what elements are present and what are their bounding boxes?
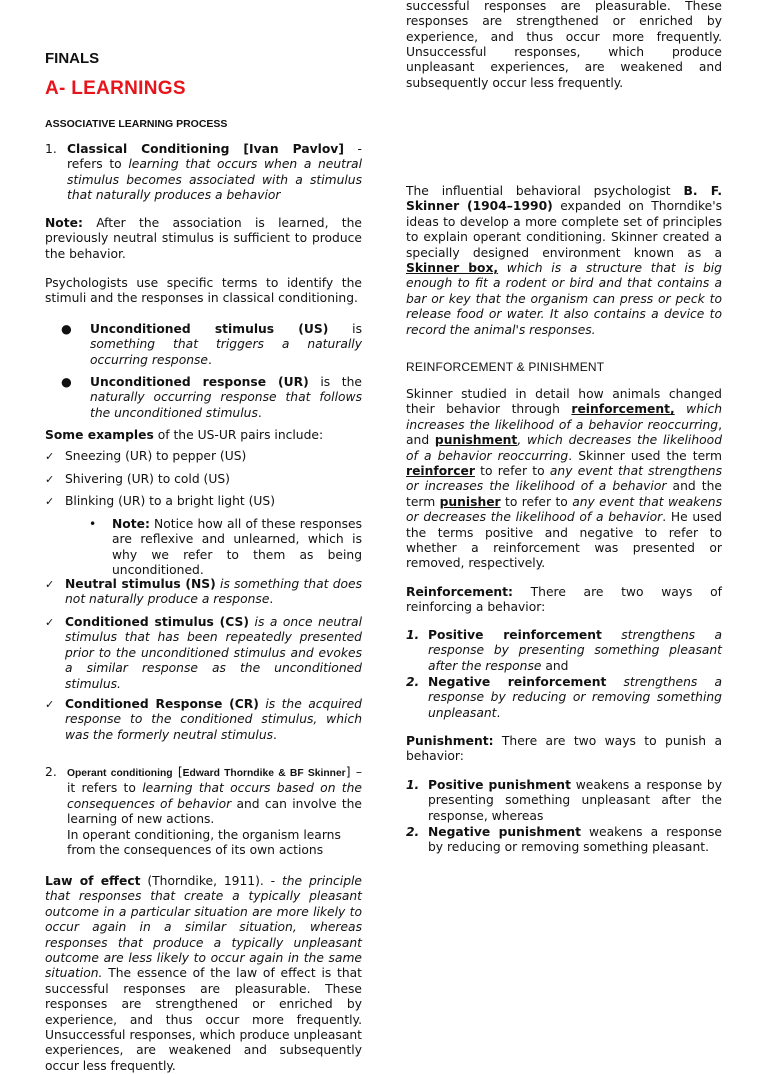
conditioned-stimulus-item: ✓ Conditioned stimulus (CS) is a once neutral stimulus that has been repeatedly presented prior to the unconditioned stimulus and evokes a similar response as the unconditioned stimulus. (45, 615, 362, 691)
classical-definition: learning that occurs when a neutral stimulus becomes associated with a stimulus that naturally produces a behavior (67, 157, 362, 203)
positive-punishment-item: 1. Positive punishment weakens a response by presenting something unpleasant after the response, whereas (406, 778, 722, 823)
checkmark-icon: ✓ (45, 578, 55, 591)
item-number: 1. (45, 142, 57, 156)
item-number: 2. (45, 765, 57, 779)
classical-title: Classical Conditioning [Ivan Pavlov] (67, 142, 344, 156)
checkmark-icon: ✓ (45, 450, 55, 463)
skinner-box-term: Skinner box, (406, 261, 499, 276)
classical-conditioning-item: 1. Classical Conditioning [Ivan Pavlov] - refers to learning that occurs when a neutral stimulus becomes associated with a stimulus that naturally produces a behavior (45, 142, 362, 203)
checkmark-icon: ✓ (45, 616, 55, 629)
checkmark-icon: ✓ (45, 495, 55, 508)
positive-reinforcement-item: 1. Positive reinforcement strengthens a response by presenting something pleasant after the response and (406, 628, 722, 673)
negative-punishment-item: 2. Negative punishment weakens a response by reducing or removing something pleasant. (406, 825, 722, 855)
law-of-effect-paragraph: Law of effect (Thorndike, 1911). - the principle that responses that create a typically pleasant outcome in a particular situation are more likely to occur again in a similar situation, whereas responses that produce a typically unpleasant outcome are less likely to occur again in the same situation. The essence of the law of effect is that successful responses are pleasurable. These responses are strengthened or enriched by experience, and thus occur more frequently. Unsuccessful responses, which produce unpleasant experiences, are weakened and subsequently occur less frequently. (45, 874, 362, 1073)
bullet-dot-icon: ● (61, 322, 72, 336)
law-of-effect-start (45, 874, 362, 1073)
operant-line2: In operant conditioning, the organism learns from the consequences of its own actions (67, 827, 341, 858)
conditioned-response-item: ✓ Conditioned Response (CR) is the acquired response to the conditioned stimulus, which was the formerly neutral stimulus. (45, 697, 362, 742)
bullet-ur: ● Unconditioned response (UR) is the naturally occurring response that follows the unconditioned stimulus. (61, 375, 362, 420)
reinforcement-punishment-heading: REINFORCEMENT & PINISHMENT (406, 360, 605, 374)
example-item: ✓ Sneezing (UR) to pepper (US) (45, 449, 247, 463)
example-item: ✓ Shivering (UR) to cold (US) (45, 472, 230, 486)
law-of-effect-continuation (406, 0, 722, 177)
example-item: ✓ Blinking (UR) to a bright light (US) (45, 494, 276, 508)
note-reflexive: • Note: Notice how all of these responses are reflexive and unlearned, which is why we refer to them as being unconditioned. (89, 517, 362, 578)
checkmark-icon: ✓ (45, 473, 55, 486)
learnings-heading: A- LEARNINGS (45, 78, 186, 99)
bullet-dot-icon: • (89, 517, 97, 531)
negative-reinforcement-item: 2. Negative reinforcement strengthens a response by reducing or removing something unpleasant. (406, 675, 722, 720)
reinforcement-intro: Reinforcement: There are two ways of reinforcing a behavior: (406, 585, 722, 615)
bullet-dot-icon: ● (61, 375, 72, 389)
reinforcement-punishment-paragraph: Skinner studied in detail how animals changed their behavior through reinforcement, which increases the likelihood of a behavior reoccurring, and punishment, which decreases the likelihood of a behavior reoccurring. Skinner used the term reinforcer to refer to any event that strengthens or increases the likelihood of a behavior and the term punisher to refer to any event that weakens or decreases the likelihood of a behavior. He used the terms positive and negative to refer to whether a reinforcement was presented or removed, respectively. (406, 387, 723, 571)
psychologists-terms-paragraph: Psychologists use specific terms to identify the stimuli and the responses in classical conditioning. (45, 276, 362, 306)
associative-heading: ASSOCIATIVE LEARNING PROCESS (45, 118, 228, 130)
skinner-paragraph: The influential behavioral psychologist B. F. Skinner (1904–1990) expanded on Thorndike's ideas to develop a more complete set of principles to explain operant conditioning. Skinner created a specially designed environment known as a Skinner box, which is a structure that is big enough to fit a rodent or bird and that contains a bar or key that the organism can press or peck to release food or water. It also contains a device to record the animal's responses. (406, 184, 723, 337)
bullet-us: ● Unconditioned stimulus (US) is something that triggers a naturally occurring response. (61, 322, 362, 367)
finals-heading: FINALS (45, 50, 100, 67)
operant-conditioning-item: 2. Operant conditioning [Edward Thorndike & BF Skinner] – it refers to learning that occurs based on the consequences of behavior and can involve the learning of new actions. In operant conditioning, the organism learns from the consequences of its own actions (45, 765, 362, 858)
punishment-intro: Punishment: There are two ways to punish a behavior: (406, 734, 722, 764)
examples-intro: Some examples of the US-UR pairs include: (45, 428, 324, 442)
law-of-effect-continued: successful responses are pleasurable. These responses are strengthened or enriched by experience, and thus occur more frequently. Unsuccessful responses, which produce unpleasant experiences, are weakened and subsequently occur less frequently. (406, 0, 722, 90)
neutral-stimulus-item: ✓ Neutral stimulus (NS) is something that does not naturally produce a response. (45, 577, 362, 607)
checkmark-icon: ✓ (45, 698, 55, 711)
note-association: Note: After the association is learned, the previously neutral stimulus is sufficient to produce the behavior. (45, 216, 362, 261)
